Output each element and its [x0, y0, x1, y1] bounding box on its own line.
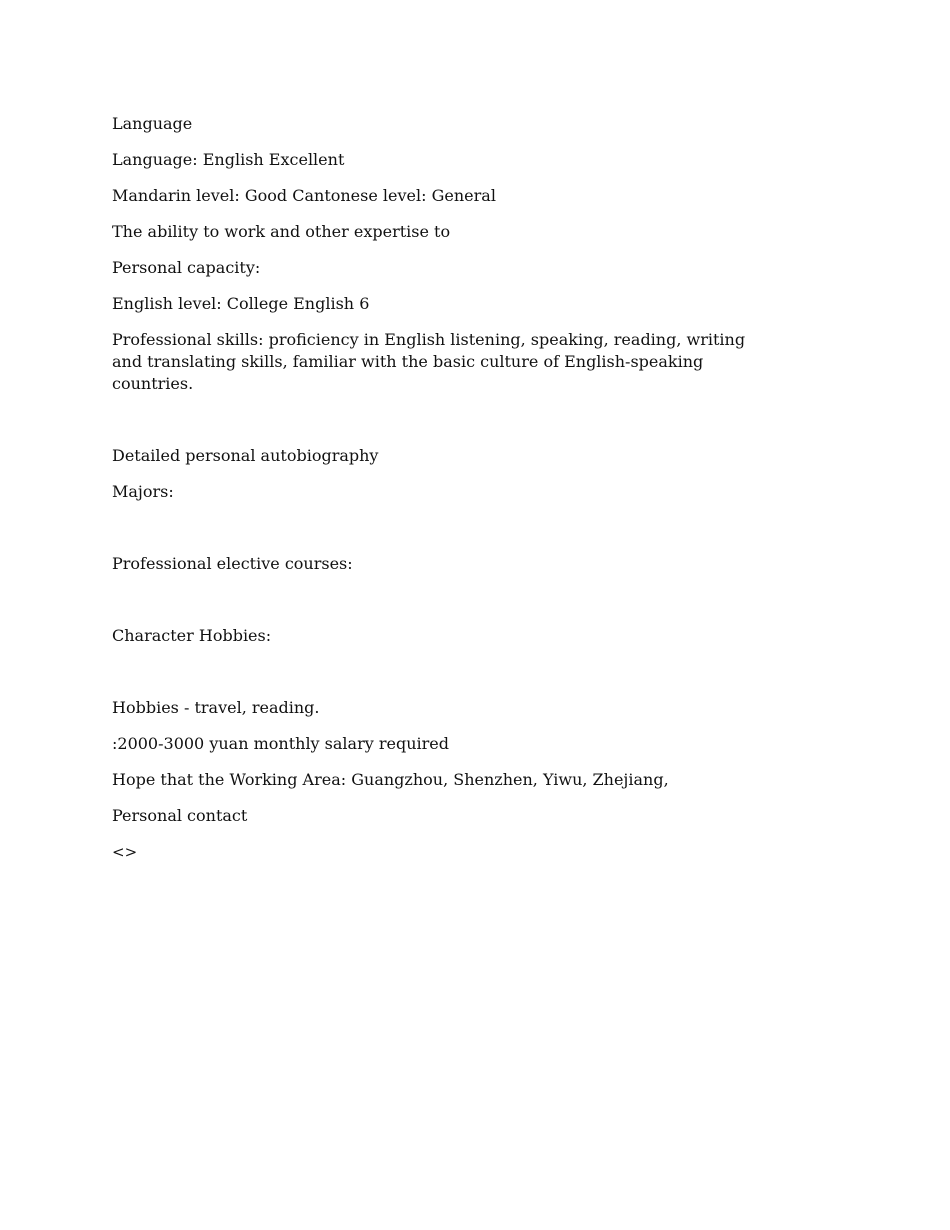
document-body [112, 113, 772, 877]
blank-paragraph [112, 409, 772, 431]
blank-paragraph [112, 589, 772, 611]
working-area-line: Hope that the Working Area: Guangzhou, Shenzhen, Yiwu, Zhejiang, [112, 770, 669, 789]
section-heading-autobiography: Detailed personal autobiography [112, 446, 379, 465]
blank-paragraph [112, 517, 772, 539]
section-heading-language: Language [112, 114, 193, 133]
english-level-line: English level: College English 6 [112, 294, 370, 313]
blank-paragraph [112, 661, 772, 683]
hobbies-line: Hobbies - travel, reading. [112, 698, 320, 717]
salary-line: :2000-3000 yuan monthly salary required [112, 734, 449, 753]
professional-skills-paragraph: Professional skills: proficiency in English listening, speaking, reading, writing and translating skills, familiar with the basic culture of English-speaking countries. [112, 330, 746, 393]
personal-capacity-line: Personal capacity: [112, 258, 261, 277]
character-hobbies-line: Character Hobbies: [112, 626, 272, 645]
majors-line: Majors: [112, 482, 174, 501]
contact-placeholder: <> [112, 843, 138, 861]
dialect-level-line: Mandarin level: Good Cantonese level: General [112, 186, 496, 205]
section-heading-ability: The ability to work and other expertise to [112, 222, 451, 241]
section-heading-contact: Personal contact [112, 806, 248, 825]
language-line: Language: English Excellent [112, 150, 345, 169]
elective-courses-line: Professional elective courses: [112, 554, 353, 573]
